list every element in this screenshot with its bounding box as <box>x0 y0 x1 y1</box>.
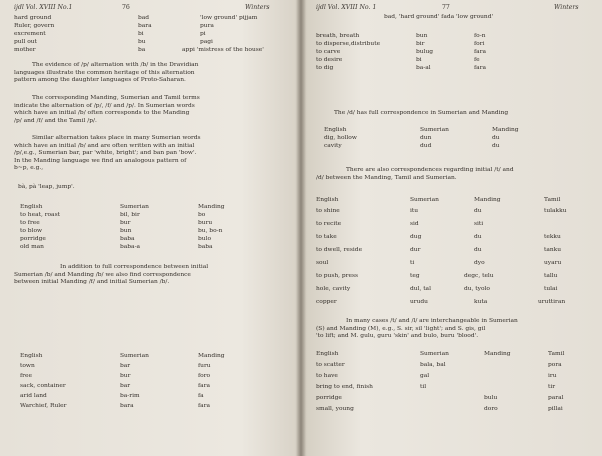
paragraph: Similar alternation takes place in many Sumerian words which have an initial /b/ and are often written with an initial /p/,e.g., Sumerian bar, par 'white, bright'; and ban pan 'bow'. In the Manding language we find an analogous pattern of b~p, e.g., <box>14 135 201 172</box>
table-row: arid land ba-rim fa <box>20 393 204 399</box>
paragraph: In addition to full correspondence between initial Sumerian /b/ and Manding /b/ we also find correspondence between initial Manding /f/ and initial Sumerian /b/. <box>14 264 209 286</box>
table-row: excrement bi pi <box>14 31 206 37</box>
table-row: to desire bi fe <box>316 57 480 63</box>
table-row: to free bur buru <box>20 220 213 226</box>
paragraph: In many cases /t/ and /l/ are interchangeable in Sumerian (S) and Manding (M), e.g., S. sir, sil 'light'; and S. gis, gil 'to lift; and M. gulu, guru 'skin' and bulo, buru 'blood'. <box>316 318 518 340</box>
table-header: English Sumerian Manding Tamil <box>316 197 561 203</box>
table-header: English Sumerian Manding <box>324 127 519 133</box>
left-page <box>0 0 300 456</box>
table-row: to disperse,distribute bir fori <box>316 41 485 47</box>
table-row: porridge baba bulo <box>20 236 211 242</box>
table-row: mother ba appi 'mistress of the house' <box>14 47 264 53</box>
example-text: bà, pà 'leap, jump'. <box>18 184 75 190</box>
table-row: to recite sid siti <box>316 221 484 227</box>
table-row: to have gal iru <box>316 373 557 379</box>
table-row: Ruler, govern bara pura <box>14 23 214 29</box>
table-row: to scatter bala, bal pora <box>316 362 562 368</box>
table-row: to dwell, reside dur du tanku <box>316 247 562 253</box>
table-row: to heat, roast bil, bir bo <box>20 212 206 218</box>
table-header: English Sumerian Manding <box>20 353 225 359</box>
right-page <box>302 0 602 456</box>
table-row: bring to end, finish til tir <box>316 384 556 390</box>
table-row: breath, breath bun fo-n <box>316 33 486 39</box>
paragraph: The corresponding Manding, Sumerian and Tamil terms indicate the alternation of /p/, /f/ and /p/. In Sumerian words which have an initial /b/ often corresponds to the Manding /p/ and /f/ and the Tamil /p/. <box>14 95 200 124</box>
table-row: porridge bulu paral <box>316 395 564 401</box>
paragraph: The evidence of /p/ alternation with /b/ in the Dravidian languages illustrate the common heritage of this alternation pattern among the daughter languages of Proto-Saharan. <box>14 62 199 84</box>
left-journal: ijdl Vol. XVIII No.1 <box>14 4 73 11</box>
table-row: to dig ba-al fara <box>316 65 487 71</box>
left-author: Winters <box>245 4 270 11</box>
table-row: to blow bun bu, bo-n <box>20 228 223 234</box>
table-row: to carve bulug fara <box>316 49 487 55</box>
paragraph: The /d/ has full correspondence in Sumerian and Manding <box>334 110 509 116</box>
table-row: to take dug du tekku <box>316 234 561 240</box>
table-row: cavity dud du <box>324 143 500 149</box>
right-journal: ijdl Vol. XVIII No. 1 <box>316 4 377 11</box>
table-row: copper urudu kuta uruttiran <box>316 299 566 305</box>
right-author: Winters <box>554 4 579 11</box>
table-header: English Sumerian Manding <box>20 204 225 210</box>
table-row: free bur foro <box>20 373 211 379</box>
table-row: hard ground bad 'low ground' pijjam <box>14 15 258 21</box>
right-page-number: 77 <box>442 4 450 11</box>
table-row: pull out bu pagi <box>14 39 213 45</box>
table-row: dig, hollow dun du <box>324 135 500 141</box>
table-row: soul ti dyo uyaru <box>316 260 562 266</box>
left-page-number: 76 <box>122 4 130 11</box>
table-row: to push, press teg degc, telu tallu <box>316 273 558 279</box>
table-row: sack, container bar fara <box>20 383 211 389</box>
book-gutter <box>296 0 306 456</box>
table-row: Warchief, Ruler bara fara <box>20 403 211 409</box>
table-header: English Sumerian Manding Tamil <box>316 351 565 357</box>
table-row: old man baba-a baba <box>20 244 213 250</box>
table-row: small, young doro pillai <box>316 406 563 412</box>
table-row: hole, cavity dul, tal du, tyolo tulai <box>316 286 558 292</box>
table-row: to shine itu du tulakku <box>316 208 567 214</box>
top-line: bad, 'hard ground' fada 'low ground' <box>384 14 494 20</box>
table-row: town bar furu <box>20 363 211 369</box>
paragraph: There are also correspondences regarding initial /t/ and /d/ between the Manding, Tamil and Sumerian. <box>316 167 514 181</box>
